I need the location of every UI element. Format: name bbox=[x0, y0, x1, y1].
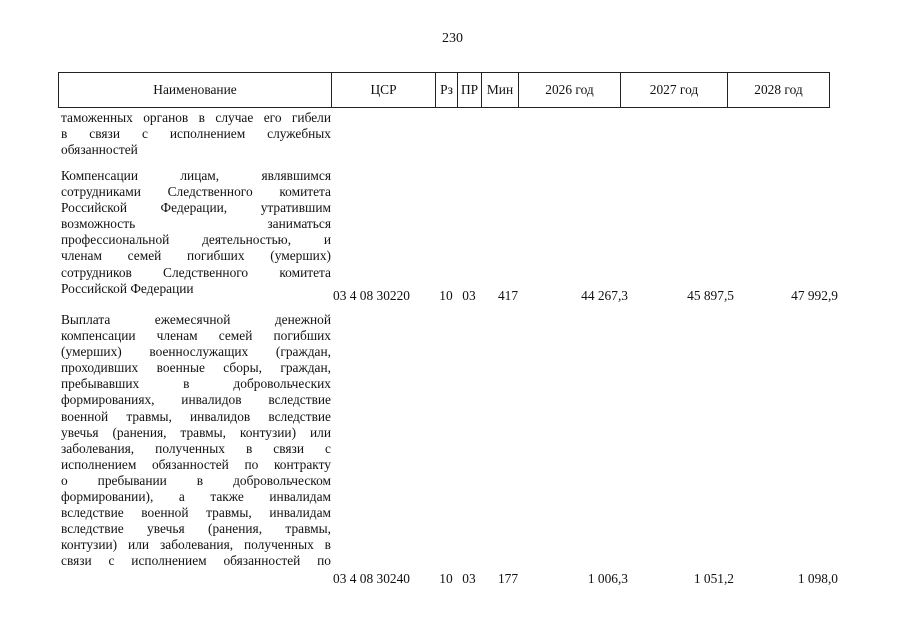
name-line: в связи с исполнением служебных bbox=[61, 126, 331, 142]
row-name bbox=[61, 168, 331, 297]
name-line: заболевания, полученных в связи с bbox=[61, 440, 331, 456]
name-line: увечья (ранения, травмы, контузии) или bbox=[61, 424, 331, 440]
name-line: обязанностей bbox=[61, 142, 138, 158]
name-line: Российской Федерации bbox=[61, 280, 194, 296]
row-value-2028: 1 098,0 bbox=[797, 571, 838, 586]
row-name bbox=[61, 312, 331, 570]
name-line: исполнением обязанностей по контракту bbox=[61, 456, 331, 472]
page-number: 230 bbox=[442, 31, 463, 46]
row-value-2026: 1 006,3 bbox=[587, 571, 628, 586]
row-name bbox=[61, 110, 331, 158]
row-pr: 03 bbox=[462, 571, 476, 586]
name-line: связи с исполнением обязанностей по bbox=[61, 553, 331, 569]
column-header-2028: 2028 год bbox=[728, 73, 830, 108]
name-line: Российской Федерации, утратившим bbox=[61, 200, 331, 216]
name-line: о пребывании в добровольческом bbox=[61, 472, 331, 488]
name-line: возможность заниматься bbox=[61, 216, 331, 232]
name-line: формированиях, инвалидов вследствие bbox=[61, 392, 331, 408]
name-line: сотрудников Следственного комитета bbox=[61, 264, 331, 280]
row-pr: 03 bbox=[462, 288, 476, 303]
row-value-2027: 45 897,5 bbox=[687, 288, 734, 303]
row-value-2027: 1 051,2 bbox=[693, 571, 734, 586]
name-line: таможенных органов в случае его гибели bbox=[61, 110, 331, 125]
name-line: (умерших) военнослужащих (граждан, bbox=[61, 344, 331, 360]
column-header-pr: ПР bbox=[458, 73, 482, 108]
name-line: членам семей погибших (умерших) bbox=[61, 248, 331, 264]
row-rz: 10 bbox=[439, 288, 453, 303]
name-line: пребывавших в добровольческих bbox=[61, 376, 331, 392]
column-header-2027: 2027 год bbox=[621, 73, 728, 108]
name-line: формировании), а также инвалидам bbox=[61, 489, 331, 505]
row-min: 417 bbox=[497, 288, 519, 303]
column-header-name: Наименование bbox=[59, 73, 332, 108]
name-line: Выплата ежемесячной денежной bbox=[61, 312, 331, 327]
row-value-2026: 44 267,3 bbox=[581, 288, 628, 303]
row-csr: 03 4 08 30240 bbox=[333, 571, 410, 586]
column-header-csr: ЦСР bbox=[332, 73, 436, 108]
name-line: профессиональной деятельностью, и bbox=[61, 232, 331, 248]
row-csr: 03 4 08 30220 bbox=[333, 288, 410, 303]
column-header-rz: Рз bbox=[436, 73, 458, 108]
name-line: Компенсации лицам, являвшимся bbox=[61, 168, 331, 183]
row-min: 177 bbox=[497, 571, 519, 586]
table-header bbox=[58, 72, 830, 108]
name-line: вследствие военной травмы, инвалидам bbox=[61, 505, 331, 521]
column-header-2026: 2026 год bbox=[519, 73, 621, 108]
row-rz: 10 bbox=[439, 571, 453, 586]
name-line: компенсации членам семей погибших bbox=[61, 328, 331, 344]
name-line: вследствие увечья (ранения, травмы, bbox=[61, 521, 331, 537]
row-value-2028: 47 992,9 bbox=[791, 288, 838, 303]
name-line: сотрудниками Следственного комитета bbox=[61, 184, 331, 200]
name-line: военной травмы, инвалидов вследствие bbox=[61, 408, 331, 424]
name-line: проходивших военные сборы, граждан, bbox=[61, 360, 331, 376]
name-line: контузии) или заболевания, полученных в bbox=[61, 537, 331, 553]
column-header-min: Мин bbox=[482, 73, 519, 108]
